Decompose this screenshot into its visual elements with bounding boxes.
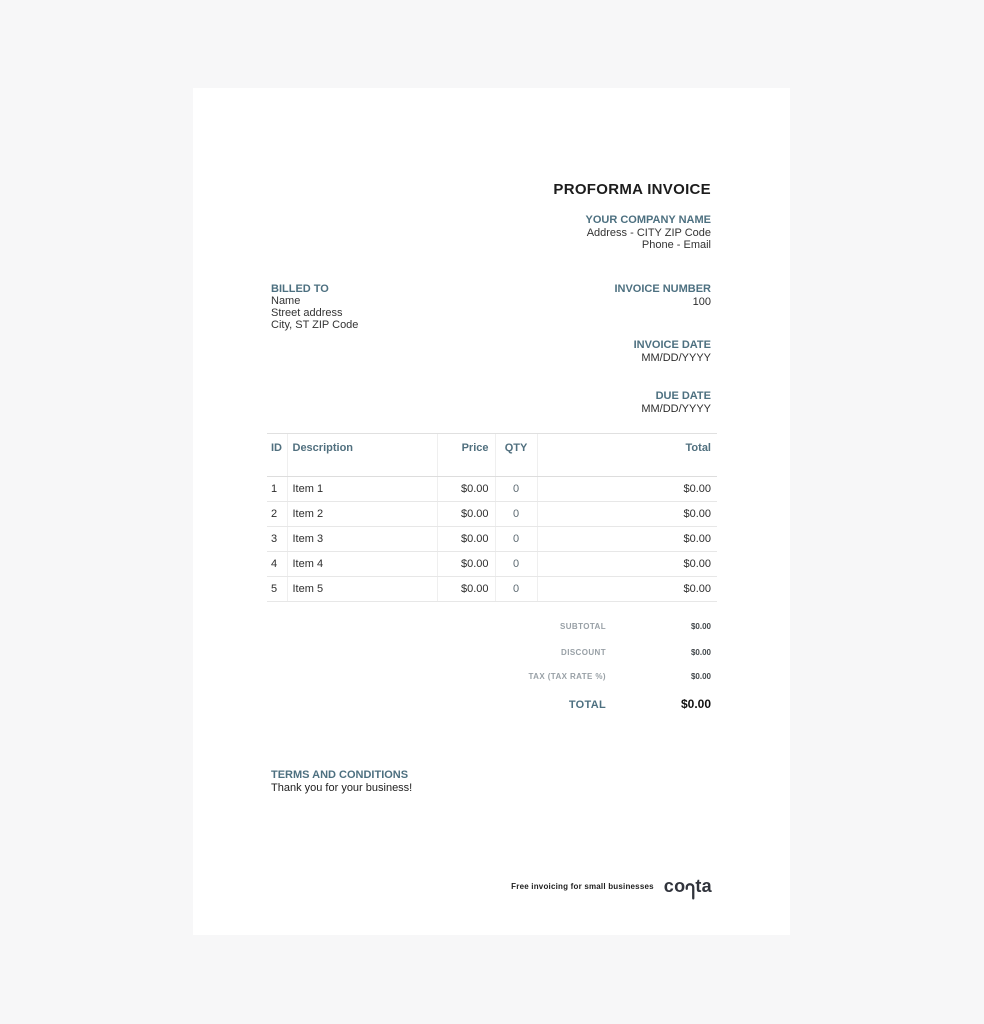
due-date-value: MM/DD/YYYY bbox=[641, 403, 711, 415]
subtotal-row bbox=[560, 622, 711, 631]
table-row bbox=[267, 552, 717, 577]
cell-price: $0.00 bbox=[437, 577, 495, 602]
cell-qty: 0 bbox=[495, 502, 537, 527]
billed-to-city: City, ST ZIP Code bbox=[271, 319, 359, 331]
invoice-meta-section bbox=[614, 283, 711, 446]
invoice-number-group bbox=[614, 283, 711, 309]
cell-id: 2 bbox=[267, 502, 287, 527]
cell-description: Item 1 bbox=[287, 477, 437, 502]
table-row bbox=[267, 477, 717, 502]
company-name: YOUR COMPANY NAME bbox=[585, 214, 711, 226]
column-header-description: Description bbox=[287, 434, 437, 477]
subtotal-value: $0.00 bbox=[690, 622, 711, 631]
column-header-qty: QTY bbox=[495, 434, 537, 477]
cell-total: $0.00 bbox=[537, 552, 717, 577]
table-header-row bbox=[267, 434, 717, 477]
column-header-price: Price bbox=[437, 434, 495, 477]
billed-to-label: BILLED TO bbox=[271, 283, 329, 295]
cell-price: $0.00 bbox=[437, 502, 495, 527]
company-address: Address - CITY ZIP Code bbox=[586, 227, 711, 239]
invoice-number-label: INVOICE NUMBER bbox=[614, 283, 711, 295]
footer bbox=[511, 876, 712, 897]
terms-label: TERMS AND CONDITIONS bbox=[271, 769, 409, 781]
cell-price: $0.00 bbox=[437, 527, 495, 552]
conta-logo bbox=[664, 876, 712, 897]
invoice-page bbox=[193, 88, 790, 935]
column-header-total: Total bbox=[537, 434, 717, 477]
cell-price: $0.00 bbox=[437, 552, 495, 577]
terms-section bbox=[271, 769, 412, 794]
terms-text: Thank you for your business! bbox=[271, 782, 413, 794]
footer-tagline: Free invoicing for small businesses bbox=[511, 882, 654, 891]
due-date-label: DUE DATE bbox=[655, 390, 711, 402]
invoice-number-value: 100 bbox=[692, 296, 711, 308]
discount-label: DISCOUNT bbox=[561, 648, 606, 657]
cell-qty: 0 bbox=[495, 577, 537, 602]
conta-logo-glyph-icon bbox=[685, 880, 695, 901]
cell-total: $0.00 bbox=[537, 502, 717, 527]
table-header bbox=[267, 434, 717, 477]
cell-id: 4 bbox=[267, 552, 287, 577]
grand-total-value: $0.00 bbox=[680, 697, 711, 711]
cell-id: 3 bbox=[267, 527, 287, 552]
cell-description: Item 2 bbox=[287, 502, 437, 527]
column-header-id: ID bbox=[267, 434, 287, 477]
cell-price: $0.00 bbox=[437, 477, 495, 502]
table-row bbox=[267, 577, 717, 602]
document-title: PROFORMA INVOICE bbox=[553, 181, 711, 198]
invoice-date-group bbox=[614, 339, 711, 365]
billed-to-street: Street address bbox=[271, 307, 343, 319]
table-row bbox=[267, 502, 717, 527]
conta-logo-text-right: ta bbox=[695, 876, 712, 896]
billed-to-name: Name bbox=[271, 295, 301, 307]
tax-value: $0.00 bbox=[690, 672, 711, 681]
cell-total: $0.00 bbox=[537, 477, 717, 502]
due-date-group bbox=[614, 390, 711, 416]
cell-description: Item 3 bbox=[287, 527, 437, 552]
cell-total: $0.00 bbox=[537, 577, 717, 602]
cell-qty: 0 bbox=[495, 527, 537, 552]
invoice-date-label: INVOICE DATE bbox=[633, 339, 711, 351]
company-info bbox=[586, 214, 712, 251]
tax-label: TAX (TAX RATE %) bbox=[528, 672, 606, 681]
discount-value: $0.00 bbox=[690, 648, 711, 657]
cell-qty: 0 bbox=[495, 552, 537, 577]
billed-to-section bbox=[271, 283, 358, 331]
line-items-table bbox=[267, 433, 717, 602]
tax-row bbox=[528, 672, 711, 681]
table-row bbox=[267, 527, 717, 552]
subtotal-label: SUBTOTAL bbox=[559, 622, 606, 631]
grand-total-row bbox=[569, 697, 711, 711]
conta-logo-text-left: co bbox=[663, 876, 686, 896]
cell-qty: 0 bbox=[495, 477, 537, 502]
cell-id: 1 bbox=[267, 477, 287, 502]
cell-total: $0.00 bbox=[537, 527, 717, 552]
discount-row bbox=[561, 648, 711, 657]
cell-description: Item 4 bbox=[287, 552, 437, 577]
company-contact: Phone - Email bbox=[641, 239, 711, 251]
invoice-date-value: MM/DD/YYYY bbox=[641, 352, 711, 364]
cell-id: 5 bbox=[267, 577, 287, 602]
cell-description: Item 5 bbox=[287, 577, 437, 602]
grand-total-label: TOTAL bbox=[568, 699, 606, 711]
